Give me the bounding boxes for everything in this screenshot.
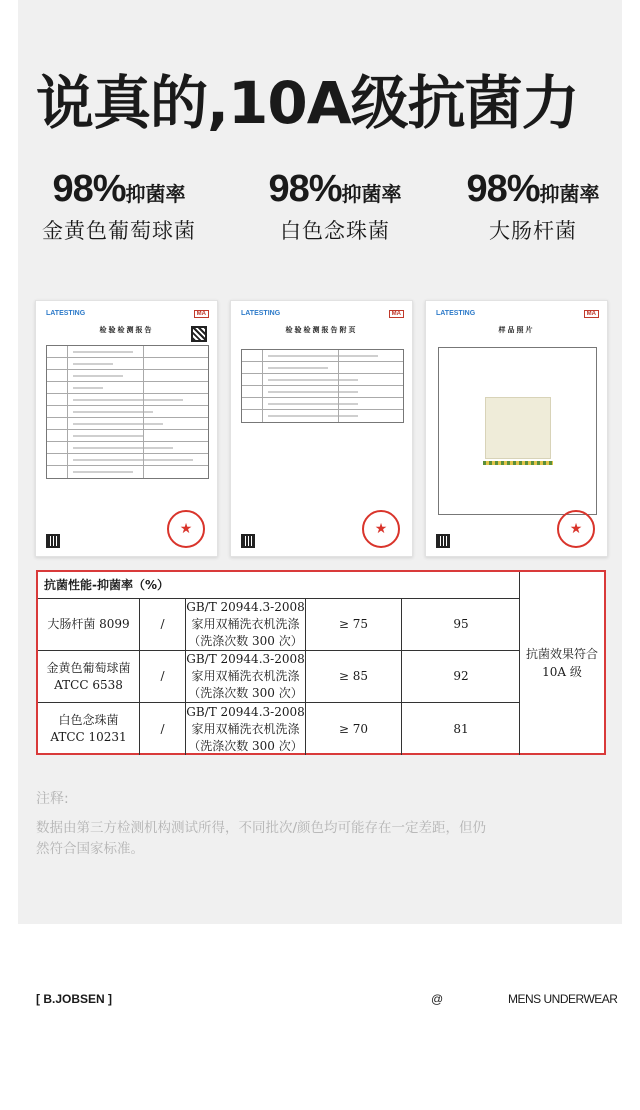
table-header: 抗菌性能-抑菌率（%） bbox=[38, 572, 520, 599]
result-cell: 92 bbox=[453, 669, 469, 683]
stat-label: 抑菌率 bbox=[539, 182, 600, 206]
stat-percent: 98% bbox=[268, 168, 342, 210]
page-title: 说真的,10A级抗菌力 bbox=[36, 69, 579, 137]
report-title: 样品照片 bbox=[498, 326, 535, 334]
stat-bacteria: 金黄色葡萄球菌 bbox=[42, 219, 196, 243]
antibacterial-table bbox=[36, 570, 606, 755]
separator-cell: / bbox=[140, 703, 186, 755]
seal-stamp-icon bbox=[362, 510, 400, 548]
note-title: 注释: bbox=[36, 791, 69, 807]
at-symbol: @ bbox=[431, 992, 444, 1006]
conclusion-cell: 抗菌效果符合 10A 级 bbox=[525, 646, 598, 679]
method-cell: GB/T 20944.3-2008 家用双桶洗衣机洗涤 （洗涤次数 300 次） bbox=[186, 600, 305, 648]
stat-percent: 98% bbox=[52, 168, 126, 210]
stat-ecoli bbox=[448, 168, 618, 245]
cma-mark: MA bbox=[584, 310, 599, 318]
requirement-cell: ≥ 85 bbox=[306, 651, 402, 702]
qr-code-icon bbox=[436, 534, 450, 548]
lab-logo: LATESTING bbox=[436, 310, 476, 317]
stat-bacteria: 大肠杆菌 bbox=[489, 219, 577, 243]
qr-code-icon bbox=[191, 326, 207, 342]
stat-percent: 98% bbox=[466, 168, 540, 210]
qr-code-icon bbox=[46, 534, 60, 548]
method-cell: GB/T 20944.3-2008 家用双桶洗衣机洗涤 （洗涤次数 300 次） bbox=[186, 703, 306, 755]
seal-stamp-icon bbox=[167, 510, 205, 548]
report-table bbox=[46, 345, 209, 479]
test-report-thumbnail[interactable] bbox=[35, 300, 218, 557]
cma-mark: MA bbox=[389, 310, 404, 318]
table-row bbox=[38, 651, 520, 703]
cma-mark: MA bbox=[194, 310, 209, 318]
separator-cell: / bbox=[140, 599, 186, 650]
note-body: 数据由第三方检测机构测试所得，不同批次/颜色均可能存在一定差距，但仍然符合国家标准。 bbox=[36, 820, 487, 857]
lab-logo: LATESTING bbox=[46, 310, 86, 317]
strain-cell: 白色念珠菌 ATCC 10231 bbox=[38, 703, 140, 755]
result-cell: 81 bbox=[453, 721, 469, 736]
sample-tag bbox=[483, 461, 553, 465]
requirement-cell: ≥ 75 bbox=[306, 599, 402, 650]
stat-label: 抑菌率 bbox=[341, 182, 402, 206]
strain-cell: 大肠杆菌 8099 bbox=[38, 599, 140, 650]
table-row bbox=[38, 599, 520, 651]
separator-cell: / bbox=[140, 651, 186, 702]
requirement-cell: ≥ 70 bbox=[306, 703, 402, 755]
sample-photo-thumbnail[interactable] bbox=[425, 300, 608, 557]
stat-candida bbox=[250, 168, 420, 245]
stat-bacteria: 白色念珠菌 bbox=[280, 219, 390, 243]
stat-staph bbox=[34, 168, 204, 245]
report-title: 检验检测报告 bbox=[99, 326, 154, 334]
lab-logo: LATESTING bbox=[241, 310, 281, 317]
brand-name: [ B.JOBSEN ] bbox=[36, 992, 113, 1006]
method-cell: GB/T 20944.3-2008 家用双桶洗衣机洗涤 （洗涤次数 300 次） bbox=[186, 652, 305, 700]
report-title: 检验检测报告附页 bbox=[285, 326, 358, 334]
brand-tagline: MENS UNDERWEAR bbox=[508, 992, 618, 1006]
strain-cell: 金黄色葡萄球菌 ATCC 6538 bbox=[38, 651, 140, 702]
report-table bbox=[241, 349, 404, 423]
seal-stamp-icon bbox=[557, 510, 595, 548]
result-cell: 95 bbox=[453, 617, 469, 631]
fabric-sample-image bbox=[485, 397, 551, 459]
stat-label: 抑菌率 bbox=[125, 182, 186, 206]
table-row bbox=[38, 703, 520, 755]
test-report-appendix-thumbnail[interactable] bbox=[230, 300, 413, 557]
qr-code-icon bbox=[241, 534, 255, 548]
